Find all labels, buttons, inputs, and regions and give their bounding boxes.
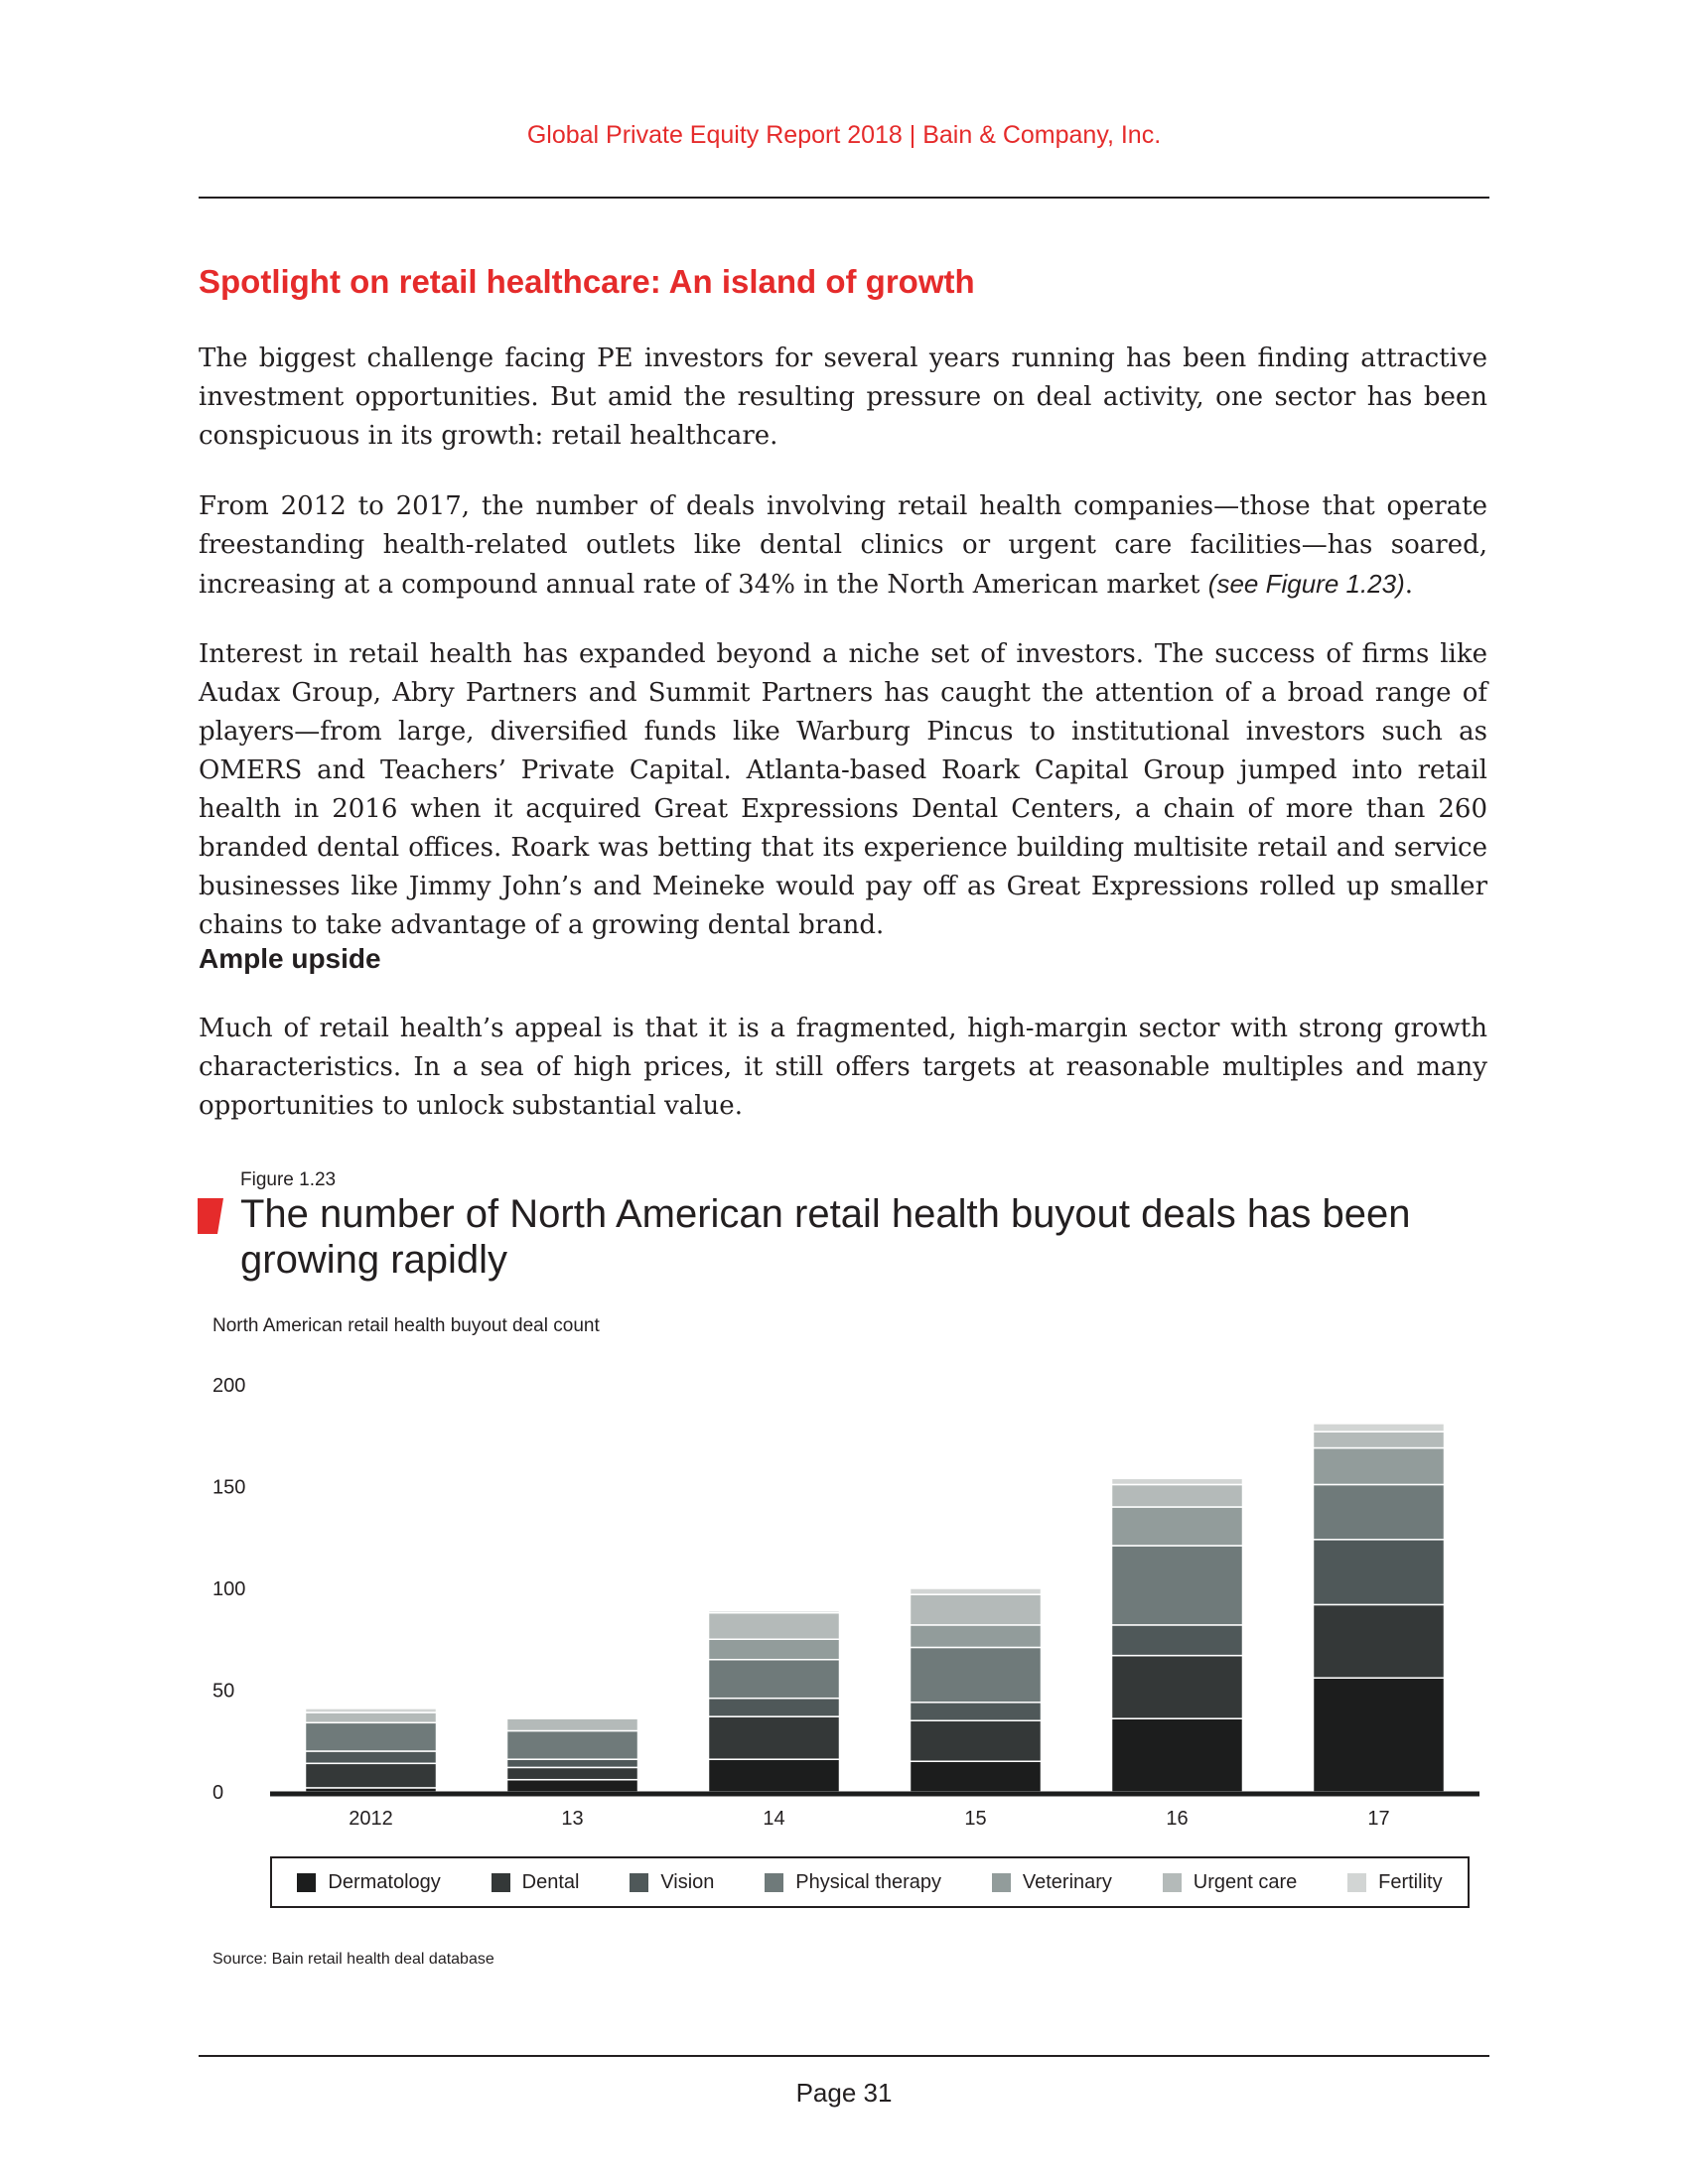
subheading: Ample upside — [199, 943, 381, 974]
bar-segment-dental — [709, 1716, 840, 1759]
x-tick-label: 15 — [964, 1808, 987, 1830]
legend-swatch — [765, 1873, 783, 1892]
bar-segment-veterinary — [1112, 1507, 1243, 1546]
legend-label: Urgent care — [1193, 1870, 1298, 1893]
legend-swatch — [992, 1873, 1011, 1892]
bar-segment-veterinary — [709, 1639, 840, 1660]
paragraph-4: Much of retail health’s appeal is that it is a fragmented, high-margin sector with strong growth characteristics. In a sea of high prices, it still offers targets at reasonable multiples and many opportunities to unlock substantial value. — [199, 1014, 1487, 1121]
paragraph-2-text: From 2012 to 2017, the number of deals involving retail health companies—those that operate freestanding health-related outlets like dental clinics or urgent care facilities—has soared, increasing at a compound annual rate of 34% in the North American market — [199, 491, 1487, 600]
legend-label: Physical therapy — [795, 1870, 942, 1893]
legend-item — [492, 1871, 580, 1894]
chart-legend — [270, 1856, 1470, 1908]
legend-item — [297, 1871, 440, 1894]
bar-segment-dermatology — [1314, 1678, 1445, 1792]
figure-title: The number of North American retail health buyout deals has been growing rapidly — [240, 1192, 1411, 1282]
figure-label: Figure 1.23 — [240, 1169, 337, 1190]
bar-segment-dental — [1112, 1656, 1243, 1719]
y-tick-label: 150 — [212, 1476, 246, 1499]
bar-segment-vision — [507, 1759, 638, 1767]
header-divider — [199, 197, 1489, 199]
footer-divider — [199, 2055, 1489, 2057]
legend-label: Dermatology — [328, 1870, 441, 1893]
bar-segment-dental — [1314, 1604, 1445, 1678]
x-tick-label: 13 — [561, 1808, 584, 1830]
y-tick-label: 0 — [212, 1782, 224, 1804]
legend-swatch — [630, 1873, 648, 1892]
legend-label: Vision — [660, 1870, 715, 1893]
bar-segment-physical-therapy — [306, 1722, 437, 1751]
paragraph-2-end: . — [1404, 570, 1414, 600]
bar-segment-fertility — [911, 1588, 1042, 1594]
y-axis-caption: North American retail health buyout deal count — [212, 1315, 600, 1336]
x-tick-label: 16 — [1166, 1808, 1189, 1830]
x-tick-label: 2012 — [349, 1808, 393, 1830]
bar-segment-urgent-care — [709, 1613, 840, 1640]
bar-segment-physical-therapy — [507, 1731, 638, 1760]
bar-segment-vision — [911, 1703, 1042, 1720]
legend-item — [765, 1871, 941, 1894]
y-tick-label: 50 — [212, 1680, 235, 1703]
stacked-bar-chart — [199, 1360, 1489, 1837]
bar-segment-dermatology — [1112, 1718, 1243, 1792]
bar-segment-physical-therapy — [1314, 1484, 1445, 1539]
bar-segment-vision — [1112, 1625, 1243, 1656]
bar-segment-fertility — [1112, 1478, 1243, 1484]
figure-reference-link[interactable]: (see Figure 1.23) — [1207, 569, 1405, 599]
bar-segment-urgent-care — [306, 1712, 437, 1722]
bar-segment-fertility — [1314, 1424, 1445, 1432]
figure-marker-icon — [198, 1198, 223, 1234]
bar-segment-urgent-care — [1112, 1484, 1243, 1507]
bar-segment-physical-therapy — [709, 1660, 840, 1699]
legend-item — [630, 1871, 714, 1894]
y-tick-label: 200 — [212, 1375, 246, 1397]
bar-segment-vision — [1314, 1540, 1445, 1605]
section-title: Spotlight on retail healthcare: An island of growth — [199, 263, 975, 300]
x-tick-label: 14 — [763, 1808, 785, 1830]
bar-segment-dental — [911, 1720, 1042, 1761]
bar-segment-urgent-care — [911, 1594, 1042, 1625]
legend-item — [1163, 1871, 1298, 1894]
bar-segment-urgent-care — [1314, 1432, 1445, 1447]
y-tick-label: 100 — [212, 1578, 246, 1600]
legend-label: Dental — [521, 1870, 580, 1893]
bar-segment-dermatology — [709, 1759, 840, 1792]
paragraph-1: The biggest challenge facing PE investors for several years running has been finding attractive investment opportunities. But amid the resulting pressure on deal activity, one sector has been conspicuous in its growth: retail healthcare. — [199, 343, 1487, 451]
bar-segment-vision — [306, 1751, 437, 1763]
bar-segment-veterinary — [911, 1625, 1042, 1648]
paragraph-3: Interest in retail health has expanded beyond a niche set of investors. The success of firms like Audax Group, Abry Partners and Summit Partners has caught the attention of a broad range of players—from large, diversified funds like Warburg Pincus to institutional investors such as OMERS and Teachers’ Private Capital. Atlanta-based Roark Capital Group jumped into retail health in 2016 when it acquired Great Expressions Dental Centers, a chain of more than 260 branded dental offices. Roark was betting that its experience building multisite retail and service businesses like Jimmy John’s and Meineke would pay off as Great Expressions rolled up smaller chains to take advantage of a growing dental brand. — [199, 639, 1487, 940]
figure-source: Source: Bain retail health deal database — [212, 1951, 494, 1968]
x-tick-label: 17 — [1367, 1808, 1390, 1830]
bar-segment-dermatology — [911, 1761, 1042, 1792]
legend-swatch — [1163, 1873, 1182, 1892]
bar-segment-veterinary — [1314, 1448, 1445, 1485]
bar-segment-vision — [709, 1699, 840, 1716]
bar-segment-physical-therapy — [1112, 1546, 1243, 1625]
bar-segment-fertility — [709, 1611, 840, 1613]
legend-label: Fertility — [1378, 1870, 1443, 1893]
bar-segment-dental — [507, 1767, 638, 1779]
legend-swatch — [492, 1873, 510, 1892]
legend-swatch — [1347, 1873, 1366, 1892]
paragraph-2 — [199, 487, 1487, 605]
bar-segment-urgent-care — [507, 1718, 638, 1730]
page-number: Page 31 — [795, 2078, 893, 2108]
bar-segment-physical-therapy — [911, 1647, 1042, 1702]
bar-segment-fertility — [306, 1708, 437, 1712]
bar-segment-dermatology — [507, 1780, 638, 1792]
bar-segment-dental — [306, 1763, 437, 1788]
legend-item — [1347, 1871, 1442, 1894]
report-header: Global Private Equity Report 2018 | Bain & Company, Inc. — [526, 121, 1162, 149]
legend-swatch — [297, 1873, 316, 1892]
legend-label: Veterinary — [1022, 1870, 1112, 1893]
legend-item — [992, 1871, 1112, 1894]
